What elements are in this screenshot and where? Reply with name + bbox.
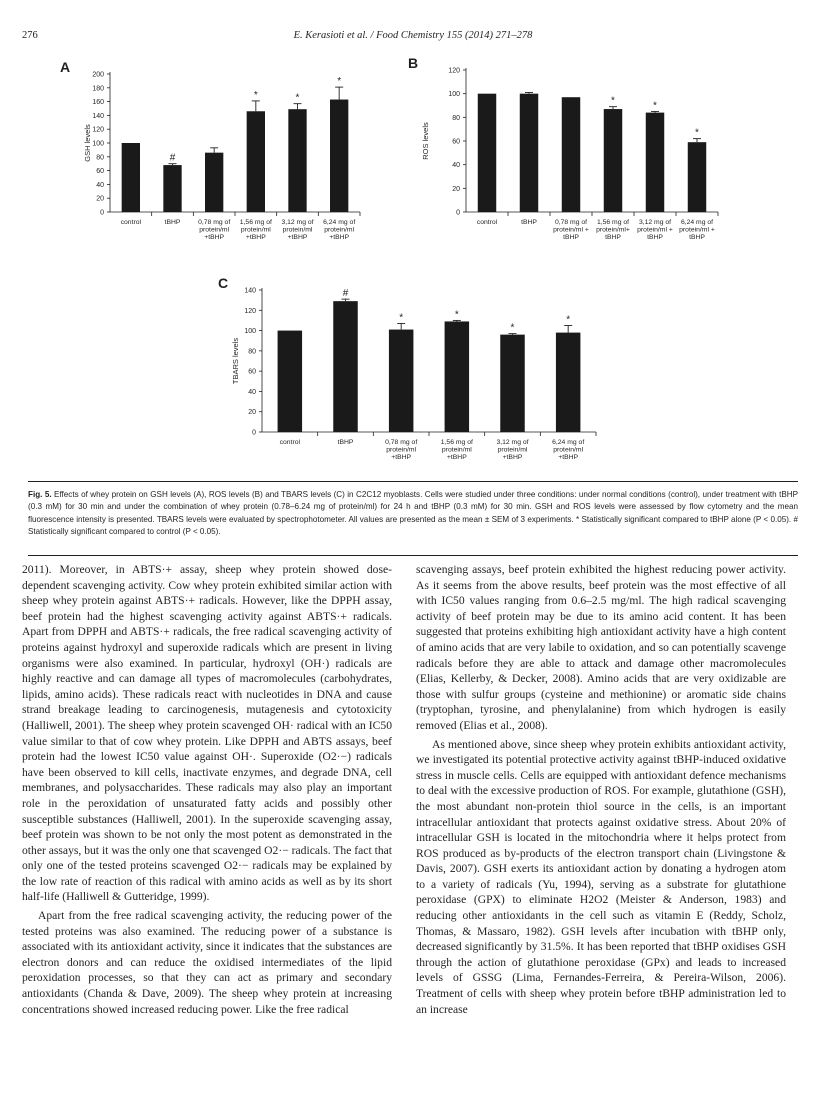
bar (205, 153, 223, 212)
x-tick-label: tBHP (563, 234, 579, 242)
x-tick-label: tBHP (689, 234, 705, 242)
x-tick-label: protein/ml + (553, 226, 589, 234)
y-tick-label: 140 (244, 287, 256, 295)
bar (389, 330, 413, 432)
y-tick-label: 80 (452, 114, 460, 122)
bar (556, 333, 580, 432)
y-axis-label: GSH levels (83, 124, 92, 162)
significance-mark: * (454, 309, 459, 321)
paragraph: 2011). Moreover, in ABTS·+ assay, sheep whey protein showed dose-dependent scavenging activity. Cow whey protein exhibited similar action with sheep whey protein against ABTS·+ radicals. However, like the DPPH assay, beef protein had the highest scavenging activity against ABTS·+ radicals. Apart from DPPH and ABTS·+ radicals, the free radical scavenging activity of proteins against hydroxyl and superoxide radicals which are present in living organisms were also examined. In particular, hydroxyl (OH·) radicals are highly reactive and can damage all types of macromolecules (carbohydrates, lipids, amino acids). These radicals react with nucleotides in DNA and cause strand breakage leading to carcinogenesis, mutagenesis and cytotoxicity (Halliwell, 2001). The sheep whey protein scavenged OH· radical with an IC50 value similar to that of cow whey protein. Like DPPH and ABTS assays, beef protein had the lowest IC50 value against OH·. Superoxide (O2·−) radicals have been observed to kill cells, inactivate enzymes, and degrade DNA, cell membranes, and polysaccharides. These radicals may also play an important role in the peroxidation of unsaturated fatty acids and possibly other susceptible substances (Halliwell, 2001). In the superoxide scavenging assay, beef protein was shown to be not only the most potent as demonstrated in the other assays, but it was the only one that scavenged O2·− radicals. The fact that only one of the tested proteins scavenged O2·− radicals may be explained by the low rate of reaction of this radical with amino acids as well as by its short half-life (Halliwell & Gutteridge, 1999). (22, 563, 392, 904)
y-axis-label: ROS levels (421, 122, 430, 160)
x-tick-label: +tBHP (287, 234, 308, 242)
paragraph: scavenging assays, beef protein exhibited the highest reducing power activity. As it seems from the above results, beef protein was the most effective of all with IC50 values ranging from 0.6–2.5 mg/ml. The high radical scavenging activity of beef protein may be due to its amino acid content. It has been suggested that proteins exhibiting high antioxidant activity have a high content of amino acids that are very labile to oxidation, and so can potentially scavenge radicals before they are able to attack and damage other macromolecules (Elias, Kellerby, & Decker, 2008). Amino acids that are very oxidizable are those with sulfur groups (cysteine and methionine) or aromatic side chains (tryptophan, tyrosine, and phenylalanine) from which hydrogen is easily removed (Elias et al., 2008). (416, 563, 786, 732)
caption-top-rule (28, 481, 798, 482)
page-number: 276 (22, 30, 38, 41)
x-tick-label: +tBHP (558, 454, 579, 462)
y-tick-label: 160 (92, 99, 104, 107)
panel-label: C (218, 275, 229, 291)
x-tick-label: control (120, 219, 142, 226)
x-tick-label: protein/ml (199, 226, 230, 234)
paragraph: As mentioned above, since sheep whey protein exhibits antioxidant activity, we investigated its potential protective activity against tBHP-induced oxidative stress in muscle cells. Cells are equipped with antioxidant defence mechanisms to deal with the excessive production of ROS. For example, glutathione (GSH), the most abundant non-protein thiol source in the cells, is an important intracellular antioxidant that protects against oxidative stress. About 20% of intracellular GSH is located in the mitochondria where it helps protect from ROS produced as by-products of the electron transport chain (Livingstone & Davis, 2007). GSH exerts its antioxidant action by donating a hydrogen atom to a variety of radicals (Yu, 1994), serving as a substrate for glutathione peroxidase (GPX) to eliminate H2O2 (Meister & Anderson, 1983) and reducing other antioxidants in the cell such as vitamin E (Reddy, Scholz, Thomas, & Massaro, 1982). GSH levels after incubation with tBHP only, decreased significantly by 31.5%. It has been reported that tBHP oxidises GSH through the action of glutathione peroxidase (GPx) and leads to increased levels of GSSG (Lima, Fernandes-Ferreira, & Pereira-Wilson, 2006). Treatment of cells with sheep whey protein before tBHP administration led to an increase (416, 737, 786, 1016)
bar (333, 301, 357, 432)
bar (163, 165, 181, 212)
x-tick-label: control (279, 439, 301, 446)
significance-mark: * (337, 76, 342, 88)
significance-mark: * (611, 95, 615, 107)
bar (646, 113, 664, 212)
bar (688, 142, 706, 212)
significance-mark: * (510, 322, 515, 334)
chart-panel-a (60, 60, 410, 270)
x-tick-label: tBHP (647, 234, 663, 242)
y-tick-label: 120 (244, 307, 256, 315)
x-tick-label: 1,56 mg of (596, 219, 630, 226)
x-tick-label: protein/ml + (637, 226, 673, 234)
chart-panel-c (218, 275, 618, 482)
figure-label: Fig. 5. (28, 490, 52, 499)
x-tick-label: 0,78 mg of (554, 219, 588, 226)
significance-mark: * (653, 100, 657, 112)
x-tick-label: tBHP (337, 439, 354, 446)
x-tick-label: +tBHP (245, 234, 266, 242)
x-tick-label: +tBHP (502, 454, 523, 462)
x-tick-label: +tBHP (204, 234, 225, 242)
significance-mark: * (566, 314, 571, 326)
y-tick-label: 60 (96, 168, 104, 176)
bar (288, 109, 306, 212)
y-tick-label: 120 (92, 126, 104, 134)
chart-panel-b (408, 55, 768, 270)
bar (604, 109, 622, 212)
y-tick-label: 0 (456, 209, 460, 217)
x-tick-label: 1,56 mg of (239, 219, 272, 226)
y-tick-label: 100 (244, 328, 256, 336)
x-tick-label: +tBHP (391, 454, 412, 462)
significance-mark: * (295, 92, 300, 104)
x-tick-label: 0,78 mg of (385, 439, 418, 446)
bar (330, 100, 348, 212)
x-tick-label: +tBHP (446, 454, 467, 462)
caption-bottom-rule (28, 555, 798, 556)
figure-caption (28, 489, 798, 539)
x-tick-label: protein/ml (324, 226, 355, 234)
running-header (22, 30, 804, 46)
significance-mark: * (399, 312, 404, 324)
x-tick-label: 3,12 mg of (496, 439, 529, 446)
x-tick-label: 6,24 mg of (323, 219, 356, 226)
bar (247, 111, 265, 212)
x-tick-label: 6,24 mg of (552, 439, 585, 446)
y-tick-label: 80 (248, 348, 256, 356)
bar (520, 94, 538, 212)
y-tick-label: 20 (452, 185, 460, 193)
x-tick-label: protein/ml + (679, 226, 715, 234)
y-tick-label: 0 (100, 209, 104, 217)
x-tick-label: 0,78 mg of (198, 219, 231, 226)
bar (478, 94, 496, 212)
y-tick-label: 40 (96, 181, 104, 189)
x-tick-label: protein/ml (497, 446, 528, 454)
y-tick-label: 80 (96, 154, 104, 162)
significance-mark: # (342, 288, 349, 300)
bar (278, 331, 302, 432)
x-tick-label: tBHP (605, 234, 621, 242)
paragraph: Apart from the free radical scavenging activity, the reducing power of the tested proteins was also examined. The reducing power of a substance is associated with its antioxidant activity, since it indicates that the substances are electron donors and can reduce the oxidised intermediates of the lipid peroxidation processes, so that they can act as primary and secondary antioxidants (Chanda & Dave, 2009). The sheep whey protein at increasing concentrations showed increased reducing power. Like the free radical (22, 909, 392, 1016)
figure-caption-text: Effects of whey protein on GSH levels (A), ROS levels (B) and TBARS levels (C) in C2C12 myoblasts. Cells were studied under three conditions: under normal conditions (control), under treatment with tBHP (0.3 mM) for 30 min and under the combination of whey protein (0.78–6.24 mg of protein/ml) for 24 h and tBHP (0.3 mM) for 30 min. GSH and ROS levels were assessed by flow cytometry and the mean fluorescence intensity is presented. TBARS levels were evaluated by spectrophotometer. All values are presented as the mean ± SEM of 3 experiments. * Statistically significant compared to tBHP alone (P < 0.05). # Statistically significant compared to control (P < 0.05). (28, 490, 799, 537)
bar (562, 97, 580, 212)
x-tick-label: 1,56 mg of (440, 439, 473, 446)
x-tick-label: protein/ml (282, 226, 313, 234)
y-tick-label: 60 (248, 368, 256, 376)
y-tick-label: 200 (92, 71, 104, 79)
panel-label: A (60, 59, 71, 75)
x-tick-label: 3,12 mg of (281, 219, 314, 226)
x-tick-label: 6,24 mg of (680, 219, 714, 226)
y-tick-label: 20 (248, 409, 256, 417)
x-tick-label: protein/ml (441, 446, 472, 454)
panel-label: B (408, 55, 419, 71)
body-column-right (416, 562, 786, 1017)
y-tick-label: 40 (452, 162, 460, 170)
y-tick-label: 180 (92, 85, 104, 93)
x-tick-label: protein/ml (386, 446, 417, 454)
bar (500, 335, 524, 432)
y-tick-label: 0 (252, 429, 256, 437)
journal-citation: E. Kerasioti et al. / Food Chemistry 155 (2014) 271–278 (293, 30, 533, 41)
body-column-left (22, 562, 392, 1017)
significance-mark: # (169, 152, 176, 164)
y-tick-label: 100 (448, 91, 460, 99)
significance-mark: * (253, 89, 258, 101)
x-tick-label: control (476, 219, 498, 226)
x-tick-label: protein/ml+ (596, 226, 630, 234)
x-tick-label: protein/ml (553, 446, 584, 454)
y-tick-label: 60 (452, 138, 460, 146)
bar (122, 143, 140, 212)
x-tick-label: +tBHP (329, 234, 350, 242)
y-tick-label: 140 (92, 112, 104, 120)
x-tick-label: tBHP (164, 219, 181, 226)
bar (445, 321, 469, 432)
y-tick-label: 40 (248, 388, 256, 396)
x-tick-label: tBHP (521, 219, 537, 226)
y-tick-label: 120 (448, 67, 460, 75)
y-axis-label: TBARS levels (231, 337, 240, 385)
x-tick-label: 3,12 mg of (638, 219, 672, 226)
x-tick-label: protein/ml (240, 226, 271, 234)
y-tick-label: 100 (92, 140, 104, 148)
y-tick-label: 20 (96, 195, 104, 203)
significance-mark: * (695, 127, 699, 139)
